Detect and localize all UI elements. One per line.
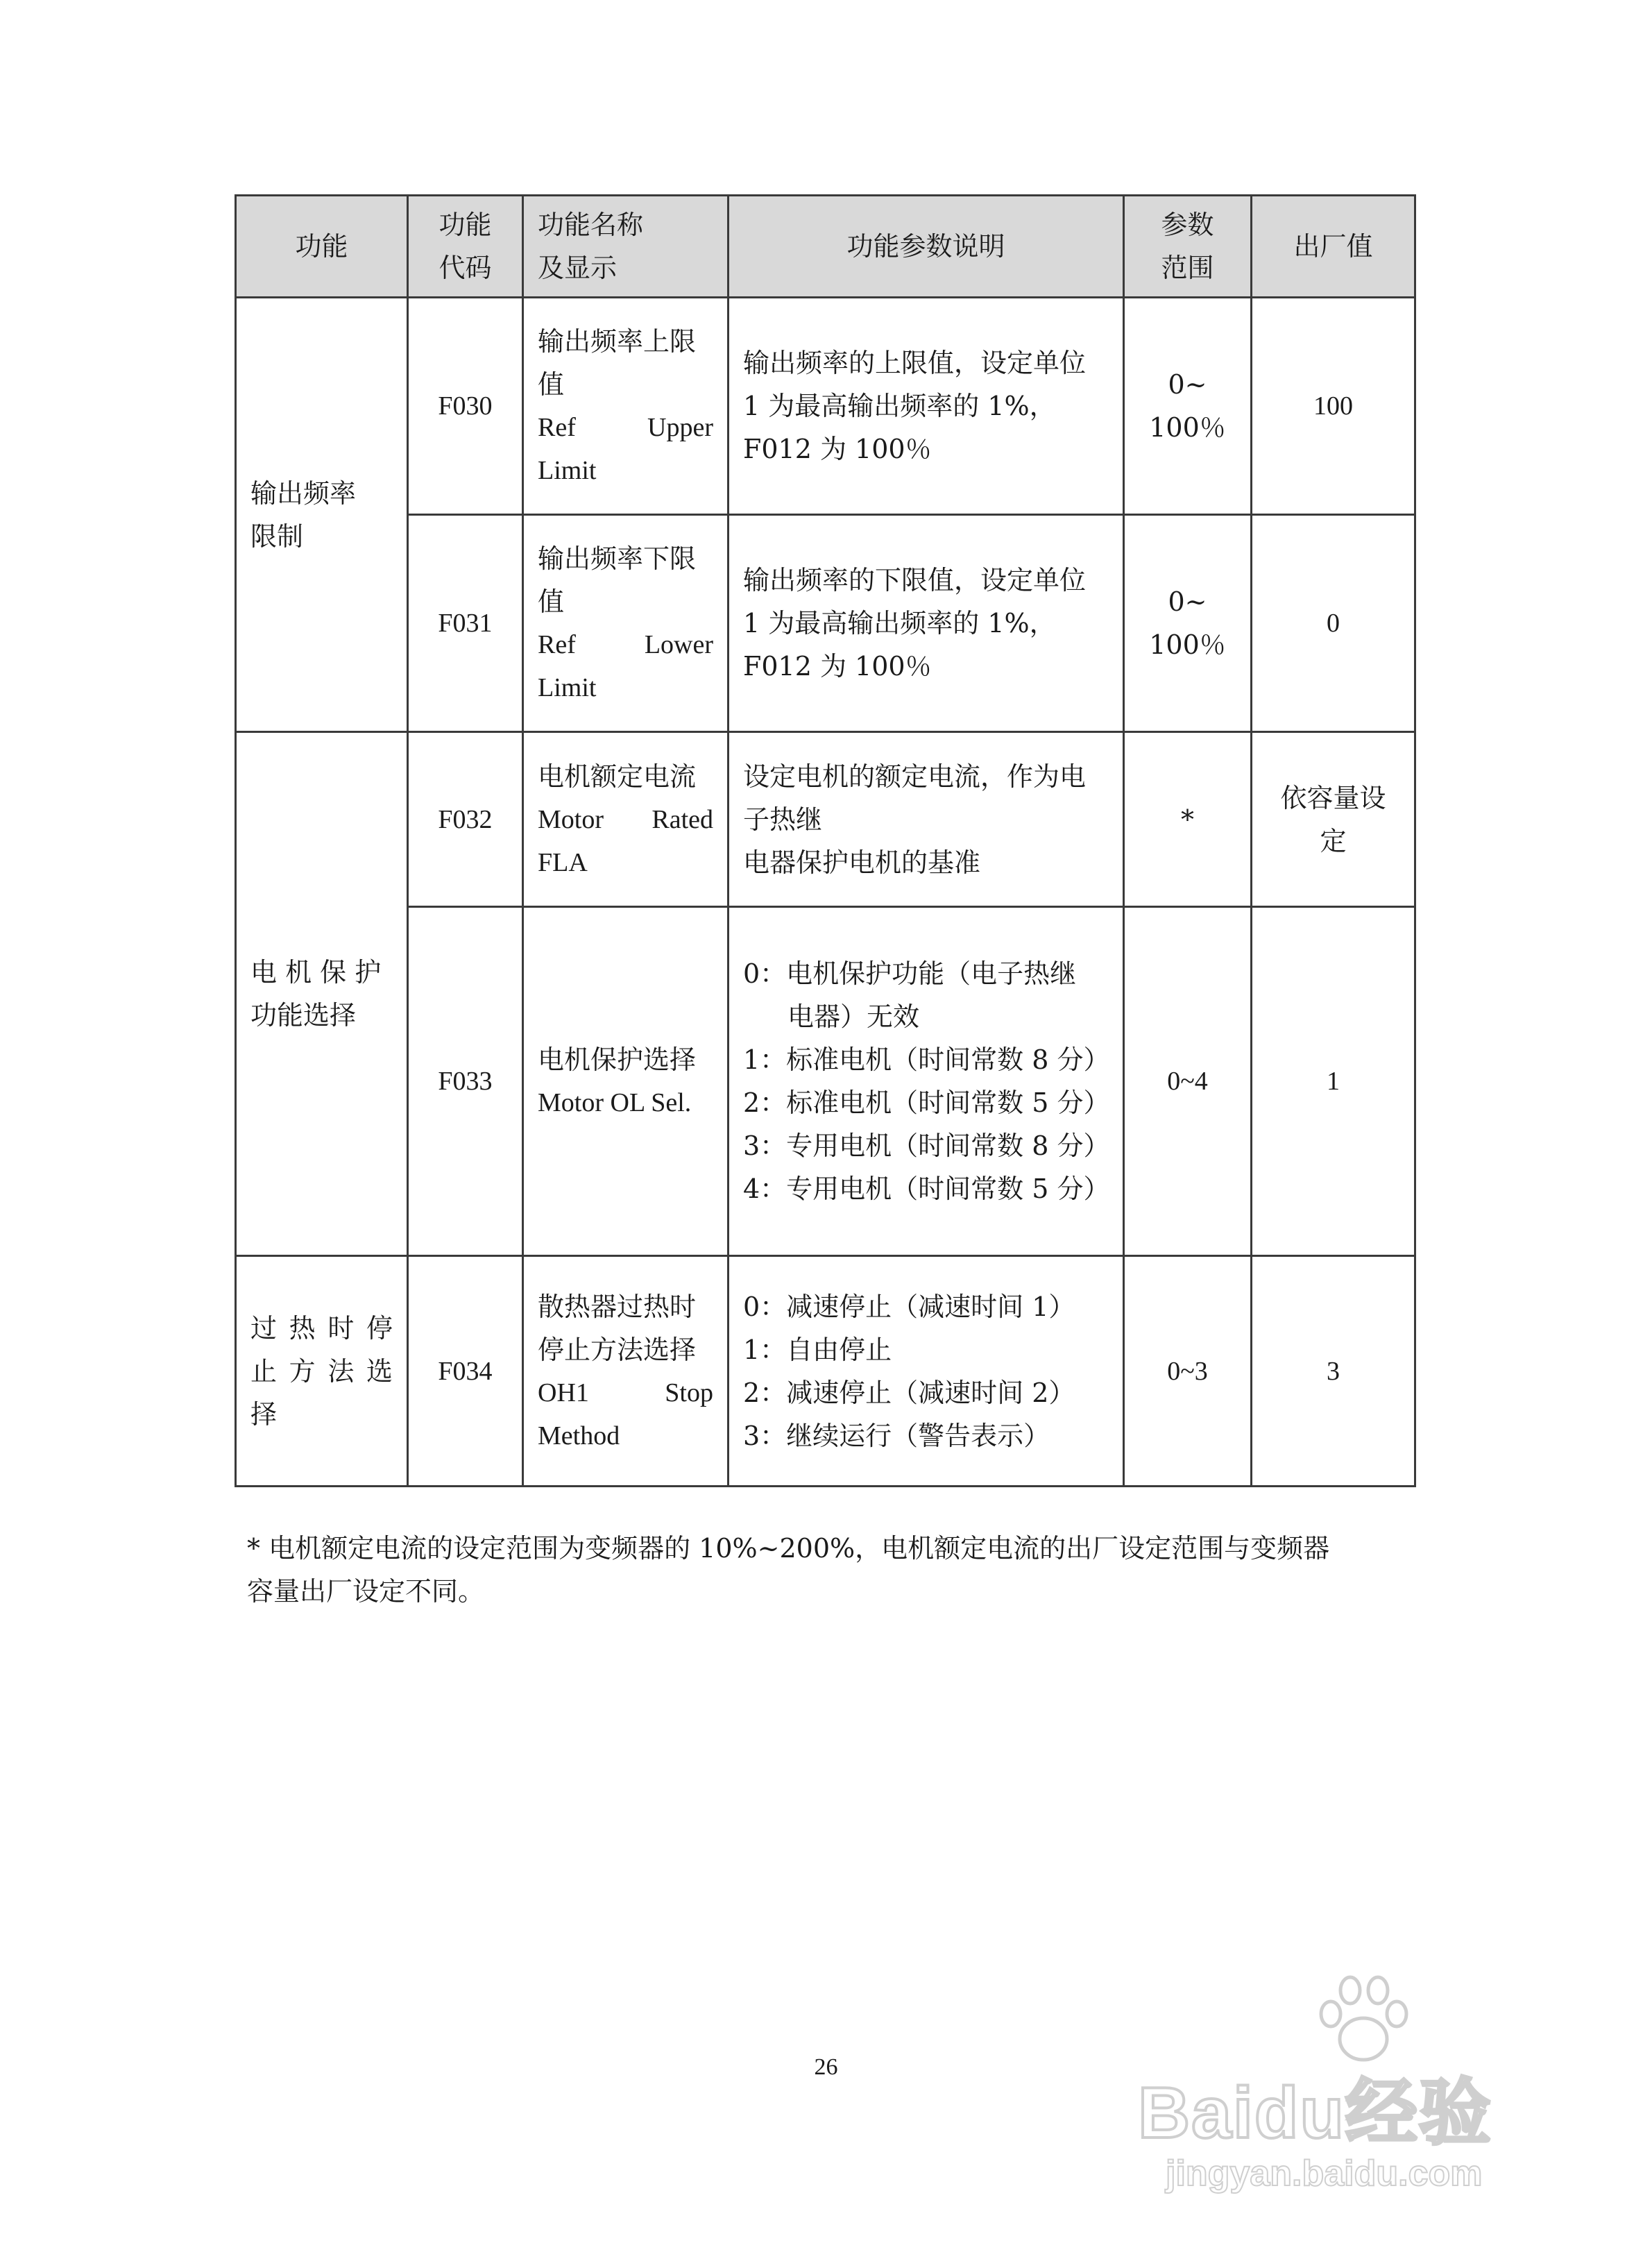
option-list [729, 907, 1124, 1256]
table-header-row [236, 196, 1415, 298]
function-name: 电机额定电流 Motor Rated FLA [523, 732, 729, 907]
header-name: 功能名称 及显示 [523, 196, 729, 298]
option-item: 1：自由停止 [743, 1334, 892, 1365]
function-code: F032 [408, 732, 523, 907]
param-range: * [1124, 732, 1252, 907]
function-description: 输出频率的上限值，设定单位 1 为最高输出频率的 1%， F012 为 100％ [729, 298, 1124, 515]
function-name: 散热器过热时 停止方法选择 OH1 Stop Method [523, 1256, 729, 1487]
header-description: 功能参数说明 [729, 196, 1124, 298]
function-description: 输出频率的下限值，设定单位 1 为最高输出频率的 1%， F012 为 100％ [729, 515, 1124, 732]
option-list [729, 1256, 1124, 1487]
function-code: F033 [408, 907, 523, 1256]
param-range: 0~ 100％ [1124, 515, 1252, 732]
baidu-watermark [1138, 1971, 1554, 2200]
option-item: 0：电机保护功能（电子热继 [743, 958, 1077, 989]
option-item: 1：标准电机（时间常数 8 分） [743, 1044, 1110, 1075]
function-name: 电机保护选择 Motor OL Sel. [523, 907, 729, 1256]
option-item: 4：专用电机（时间常数 5 分） [743, 1174, 1110, 1204]
option-item: 电器）无效 [787, 1001, 920, 1032]
default-value: 100 [1252, 298, 1415, 515]
parameter-table [235, 194, 1416, 1487]
function-code: F034 [408, 1256, 523, 1487]
option-item: 3：继续运行（警告表示） [743, 1420, 1050, 1451]
option-item: 2：减速停止（减速时间 2） [743, 1377, 1075, 1408]
default-value: 0 [1252, 515, 1415, 732]
param-range: 0~4 [1124, 907, 1252, 1256]
param-range: 0~ 100％ [1124, 298, 1252, 515]
option-item: 0：减速停止（减速时间 1） [743, 1291, 1075, 1322]
table-row [236, 1256, 1415, 1487]
table-row [236, 732, 1415, 907]
watermark-url: jingyan.baidu.com [1166, 2153, 1483, 2194]
table-row [236, 907, 1415, 1256]
group-name-overheat-stop: 过 热 时 停 止 方 法 选 择 [236, 1256, 408, 1487]
paw-icon [1311, 1971, 1415, 2068]
group-name-motor-protection: 电 机 保 护 功能选择 [236, 732, 408, 1256]
table-row [236, 515, 1415, 732]
function-name: 输出频率下限 值 Ref Lower Limit [523, 515, 729, 732]
header-code: 功能 代码 [408, 196, 523, 298]
group-name-output-limit: 输出频率 限制 [236, 298, 408, 732]
header-range: 参数 范围 [1124, 196, 1252, 298]
option-item: 3：专用电机（时间常数 8 分） [743, 1131, 1110, 1161]
param-range: 0~3 [1124, 1256, 1252, 1487]
option-item: 2：标准电机（时间常数 5 分） [743, 1087, 1110, 1118]
header-function: 功能 [236, 196, 408, 298]
function-code: F030 [408, 298, 523, 515]
default-value: 3 [1252, 1256, 1415, 1487]
footnote: * 电机额定电流的设定范围为变频器的 10%~200%，电机额定电流的出厂设定范围与变频器 容量出厂设定不同。 [247, 1533, 1330, 1607]
function-description: 设定电机的额定电流，作为电 子热继 电器保护电机的基准 [729, 732, 1124, 907]
page-number: 26 [814, 2054, 838, 2080]
watermark-brand: Baidu经验 [1138, 2073, 1492, 2153]
header-default: 出厂值 [1252, 196, 1415, 298]
default-value: 依容量设 定 [1252, 732, 1415, 907]
function-code: F031 [408, 515, 523, 732]
default-value: 1 [1252, 907, 1415, 1256]
function-name: 输出频率上限 值 Ref Upper Limit [523, 298, 729, 515]
table-row [236, 298, 1415, 515]
